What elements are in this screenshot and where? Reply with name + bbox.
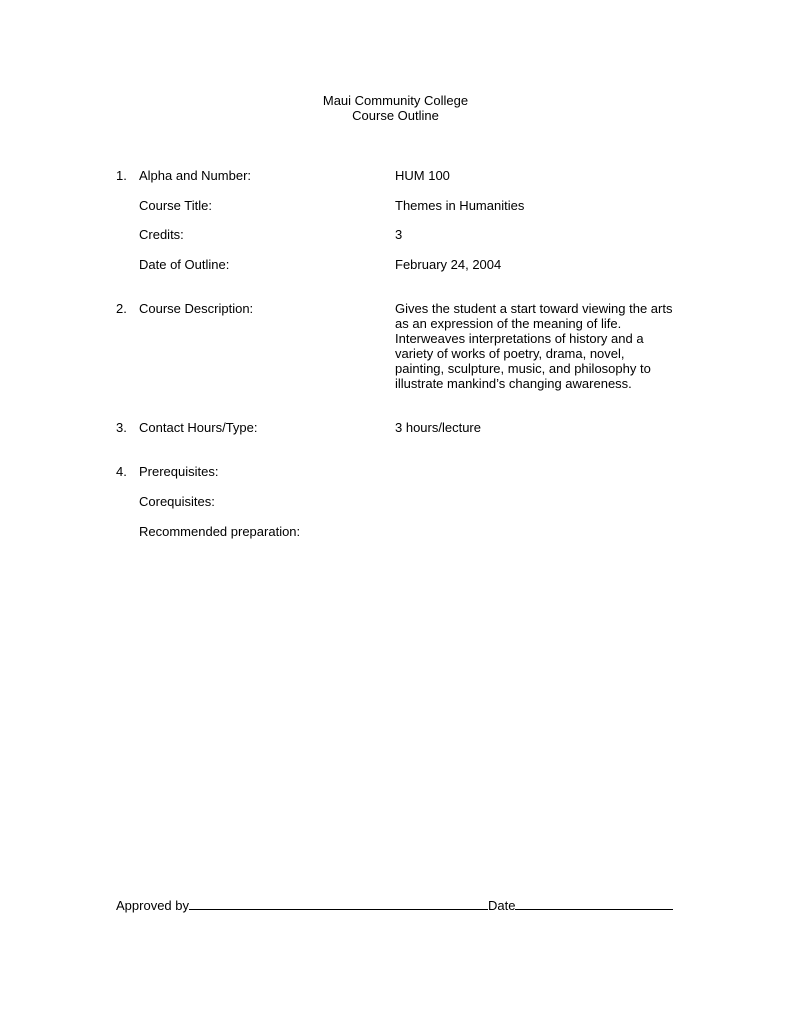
date-of-outline-label: Date of Outline: xyxy=(139,257,230,272)
approval-line xyxy=(116,896,673,913)
approved-by-signature-line xyxy=(189,896,488,910)
alpha-number-value: HUM 100 xyxy=(395,168,450,183)
description-line: Gives the student a start toward viewing the arts xyxy=(395,301,673,316)
description-line: Interweaves interpretations of history and a xyxy=(395,331,644,346)
corequisites-label: Corequisites: xyxy=(139,494,215,509)
institution-name: Maui Community College xyxy=(322,93,469,108)
section-4-number: 4. xyxy=(116,464,127,479)
date-of-outline-value: February 24, 2004 xyxy=(395,257,502,272)
section-2-number: 2. xyxy=(116,301,127,316)
credits-value: 3 xyxy=(395,227,403,242)
date-signature-line xyxy=(515,896,673,910)
contact-hours-label: Contact Hours/Type: xyxy=(139,420,258,435)
course-title-label: Course Title: xyxy=(139,198,212,213)
course-title-value: Themes in Humanities xyxy=(395,198,525,213)
document-title: Course Outline xyxy=(352,108,439,123)
course-description-label: Course Description: xyxy=(139,301,254,316)
course-description-text xyxy=(395,301,685,391)
prerequisites-label: Prerequisites: xyxy=(139,464,219,479)
description-line: painting, sculpture, music, and philosophy to xyxy=(395,361,651,376)
description-line: variety of works of poetry, drama, novel, xyxy=(395,346,625,361)
section-3-number: 3. xyxy=(116,420,127,435)
document-header xyxy=(0,93,791,123)
alpha-number-label: Alpha and Number: xyxy=(139,168,252,183)
description-line: as an expression of the meaning of life. xyxy=(395,316,622,331)
contact-hours-value: 3 hours/lecture xyxy=(395,420,481,435)
approved-by-label: Approved by xyxy=(116,898,189,913)
date-label: Date xyxy=(488,898,516,913)
section-1-number: 1. xyxy=(116,168,127,183)
description-line: illustrate mankind’s changing awareness. xyxy=(395,376,632,391)
credits-label: Credits: xyxy=(139,227,184,242)
recommended-preparation-label: Recommended preparation: xyxy=(139,524,301,539)
